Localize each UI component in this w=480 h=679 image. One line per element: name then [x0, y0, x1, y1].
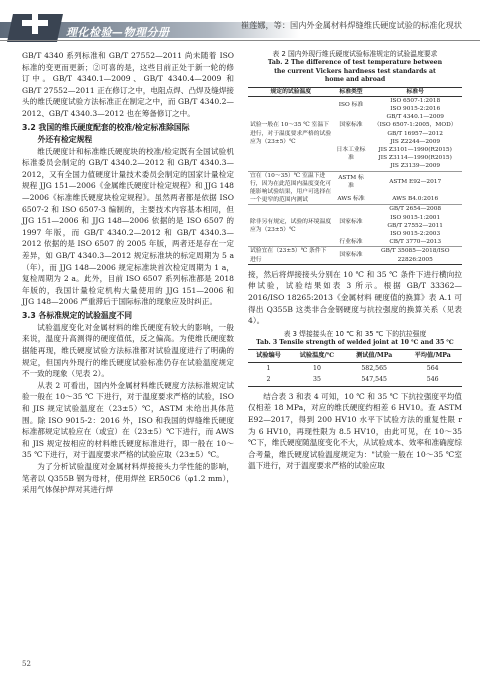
table-row: [248, 205, 462, 238]
table-cell: 国家标准: [339, 122, 363, 129]
table-cell: 582,565: [361, 364, 387, 372]
section-heading-3-2-cont: 外还有检定规程: [37, 134, 93, 144]
paragraph: 接，然后将焊接接头分别在 10 ℃ 和 35 ℃ 条件下进行横向拉伸试验，试验结果如表 3 所示。根据 GB/T 33362—2016/ISO 18265:2013《金属材料 硬度值的换算》表 A.1 可得出 Q355B 这类非合金钢硬度与抗拉强度的换算关系（见表 4）。: [248, 269, 462, 326]
section-heading-3-3: 3.3 各标准规定的试验温度不同: [22, 310, 133, 320]
table-row: [248, 171, 462, 193]
table3: [248, 349, 462, 387]
table2: [248, 87, 462, 265]
table-cell: 10: [313, 364, 321, 372]
table-cell: AWS B4.0:2016: [392, 195, 439, 202]
header-rule: [0, 40, 480, 41]
table-header: 平均值/MPa: [414, 352, 451, 360]
table-cell: ASTM 标准: [338, 175, 364, 190]
table-header: 测试值/MPa: [356, 352, 393, 360]
table-cell: GB/T 4340.1—2009 （ISO 6507-1:2005，MOD） GB/T 16957—2012: [373, 114, 457, 137]
table-row: [248, 247, 462, 264]
table-cell-scope: 除非另有规定，试验的环境温度应为（23±5）℃: [250, 218, 332, 233]
table-cell-scope: 试验宜在（23±5）℃ 条件下进行: [250, 248, 327, 263]
table-cell-scope: 宜在（10～35）℃ 室温下进行，因为在此范围内温度变化可能影响试验结果，用户可选择在一个更窄的范围内测试: [250, 172, 332, 204]
table-cell: 546: [426, 376, 439, 384]
table-cell-scope: 试验一般在 10～35 ℃ 室温下进行，对于温度要求严格的试验应为（23±5）℃: [250, 122, 332, 145]
table-cell: JIS Z2244—2009 JIS Z3101—1990(R2015) JIS Z3114—1990(R2015) JIS Z3139—2009: [378, 138, 452, 170]
table-cell: ASTM E92—2017: [389, 179, 442, 186]
table-cell: 547,545: [361, 376, 387, 384]
table-cell: 35: [313, 376, 321, 384]
table-header: 试验编号: [256, 352, 281, 360]
table3-caption-en: Tab. 3 Tensile strength of welded joint at 10 ℃ and 35 ℃: [256, 338, 454, 346]
paragraph: 维氏硬度计和标准维氏硬度块的校准/检定既有全国试验机标准委员会制定的 GB/T 4340.2—2012 和 GB/T 4340.3—2012，又有全国力值硬度计量技术委员会制定的国家计量检定规程 JJG 151—2006《金属维氏硬度计检定规程》和 JJG 148—2006《标准维氏硬度块检定规程》。虽然两者都是依据 ISO 6507-2 和 ISO 6507-3 编制的，主要技术内容基本相同，但 JJG 151—2006 和 JJG 148—2006 依据的是 ISO 6507 的 1997 年版，而 GB/T 4340.2—2012 和 GB/T 4340.3—2012 依据的是 ISO 6507 的 2005 年版，两者还是存在一定差异，如 GB/T 4340.3—2012 规定标准块的标定周期为 5 a（年），而 JJG 148—2006 规定标准块首次检定周期为 1 a，复检周期为 2 a。此外，目前 ISO 6507 系列标准都是 2018 年版的，我国计量检定机构大量使用的 JJG 151—2006 和 JJG 148—2006 严重滞后于国际标准的现象应及时纠正。: [22, 146, 234, 307]
table2-caption-en: home and abroad: [324, 76, 386, 83]
table-cell: ISO 6507-1:2018 ISO 9015-2:2016: [390, 97, 441, 112]
right-column: [248, 50, 462, 472]
table-header: 标准号: [406, 88, 424, 95]
table-cell: ISO 标准: [338, 101, 364, 108]
table2-caption-en: the current Vickers hardness test standards at: [274, 67, 436, 75]
table-cell: 564: [426, 364, 439, 372]
table-cell: 日本工业标准: [336, 146, 366, 162]
table-cell: 国家标准: [339, 218, 363, 225]
paragraph: 结合表 3 和表 4 可知，10 ℃ 和 35 ℃ 下抗拉强度平均值仅相差 18 MPa，对应的维氏硬度约相差 6 HV10。查 ASTM E92—2017，得到 200 HV10 水平下试验方法的重复性限 r 为 6 HV10，再现性限为 8.5 HV10，由此可见，在 10～35 ℃下，维氏硬度随温度变化不大，从试验成本、效率和准确度综合考量，维氏硬度试验温度规定为："试验一般在 10～35 ℃室温下进行，对于温度要求严格的试验应取: [248, 391, 462, 471]
table-header: 试验温度/℃: [299, 352, 335, 360]
journal-column-tag: 理化检验—物理分册: [66, 26, 170, 39]
paragraph: 从表 2 可看出，国内外金属材料维氏硬度方法标准规定试验一般在 10～35 ℃ 下进行，对于温度要求严格的试验，ISO 和 JIS 规定试验温度在（23±5）℃，ASTM 未给出具体范围。除 ISO 9015-2：2016 外，ISO 和我国的焊缝维氏硬度标准都规定试验应在（或宜）在（23±5）℃下进行，而 AWS 和 JIS 规定按相应的材料维氏硬度标准进行，即一般在 10～35 ℃下进行，对于温度要求严格的试验应取（23±5）℃。: [22, 380, 234, 460]
table-row: [248, 96, 462, 113]
table-cell: 国家标准: [339, 252, 363, 259]
table-cell: AWS 标准: [337, 195, 365, 202]
table2-caption: 表 2 国内外现行维氏硬度试验标准规定的试验温度要求: [272, 50, 438, 58]
table2-caption-en: Tab. 2 The difference of test temperature between: [267, 59, 443, 66]
table-cell: GB/T 35085—2018/ISO 22826:2005: [380, 248, 450, 263]
table-row: [248, 374, 462, 386]
table-cell: 2: [266, 376, 271, 384]
page-number: 52: [22, 660, 31, 668]
left-column: [22, 50, 234, 496]
paragraph: GB/T 4340 系列标准和 GB/T 27552—2011 尚未随着 ISO 标准的变更而更新；②可喜的是，这些目前正处于新一轮的修订中。GB/T 4340.1—2009、GB/T 4340.4—2009 和 GB/T 27552—2011 正在修订之中，电阻点焊、凸焊及缝焊接头的维氏硬度试验方法标准正在制定之中，而 GB/T 4340.2—2012、GB/T 4340.3—2012 也在筹备修订之中。: [22, 51, 234, 118]
table-cell: CB/T 3770—2013: [389, 239, 442, 246]
page-header: [0, 0, 480, 50]
table-header: 规定的试验温度: [270, 88, 312, 95]
table-cell: 行业标准: [339, 239, 363, 246]
table-row: [248, 362, 462, 374]
paragraph: 试验温度变化对金属材料的维氏硬度有较大的影响，一般来说，温度升高测得的硬度值低，反之偏高。为使维氏硬度数据能再现，维氏硬度试验方法标准都对试验温度进行了明确的规定，但国内外现行的维氏硬度试验标准仍存在试验温度规定不一致的现象（见表 2）。: [22, 322, 234, 379]
section-heading-3-2: 3.2 我国的维氏硬度配套的校准/检定标准除国际: [22, 122, 190, 132]
paragraph: 为了分析试验温度对金属材料焊接接头力学性能的影响，笔者以 Q355B 钢为母材，使用焊丝 ER50C6（φ1.2 mm），采用气体保护焊对其进行焊: [22, 462, 234, 495]
logo-cross-stem: [32, 14, 38, 34]
table-cell: 1: [266, 364, 271, 372]
table2-body: [248, 96, 462, 264]
running-title: 崔莲娜，等：国内外金属材料焊缝维氏硬度试验的标准化现状: [240, 20, 462, 30]
table-cell: GB/T 2654—2008 ISO 9015-1:2001 GB/T 27552—2011 ISO 9015-2:2003: [387, 206, 443, 237]
table-header: 标准类型: [339, 88, 363, 95]
table3-caption: 表 3 焊接接头在 10 ℃ 和 35 ℃ 下的抗拉强度: [283, 329, 427, 338]
